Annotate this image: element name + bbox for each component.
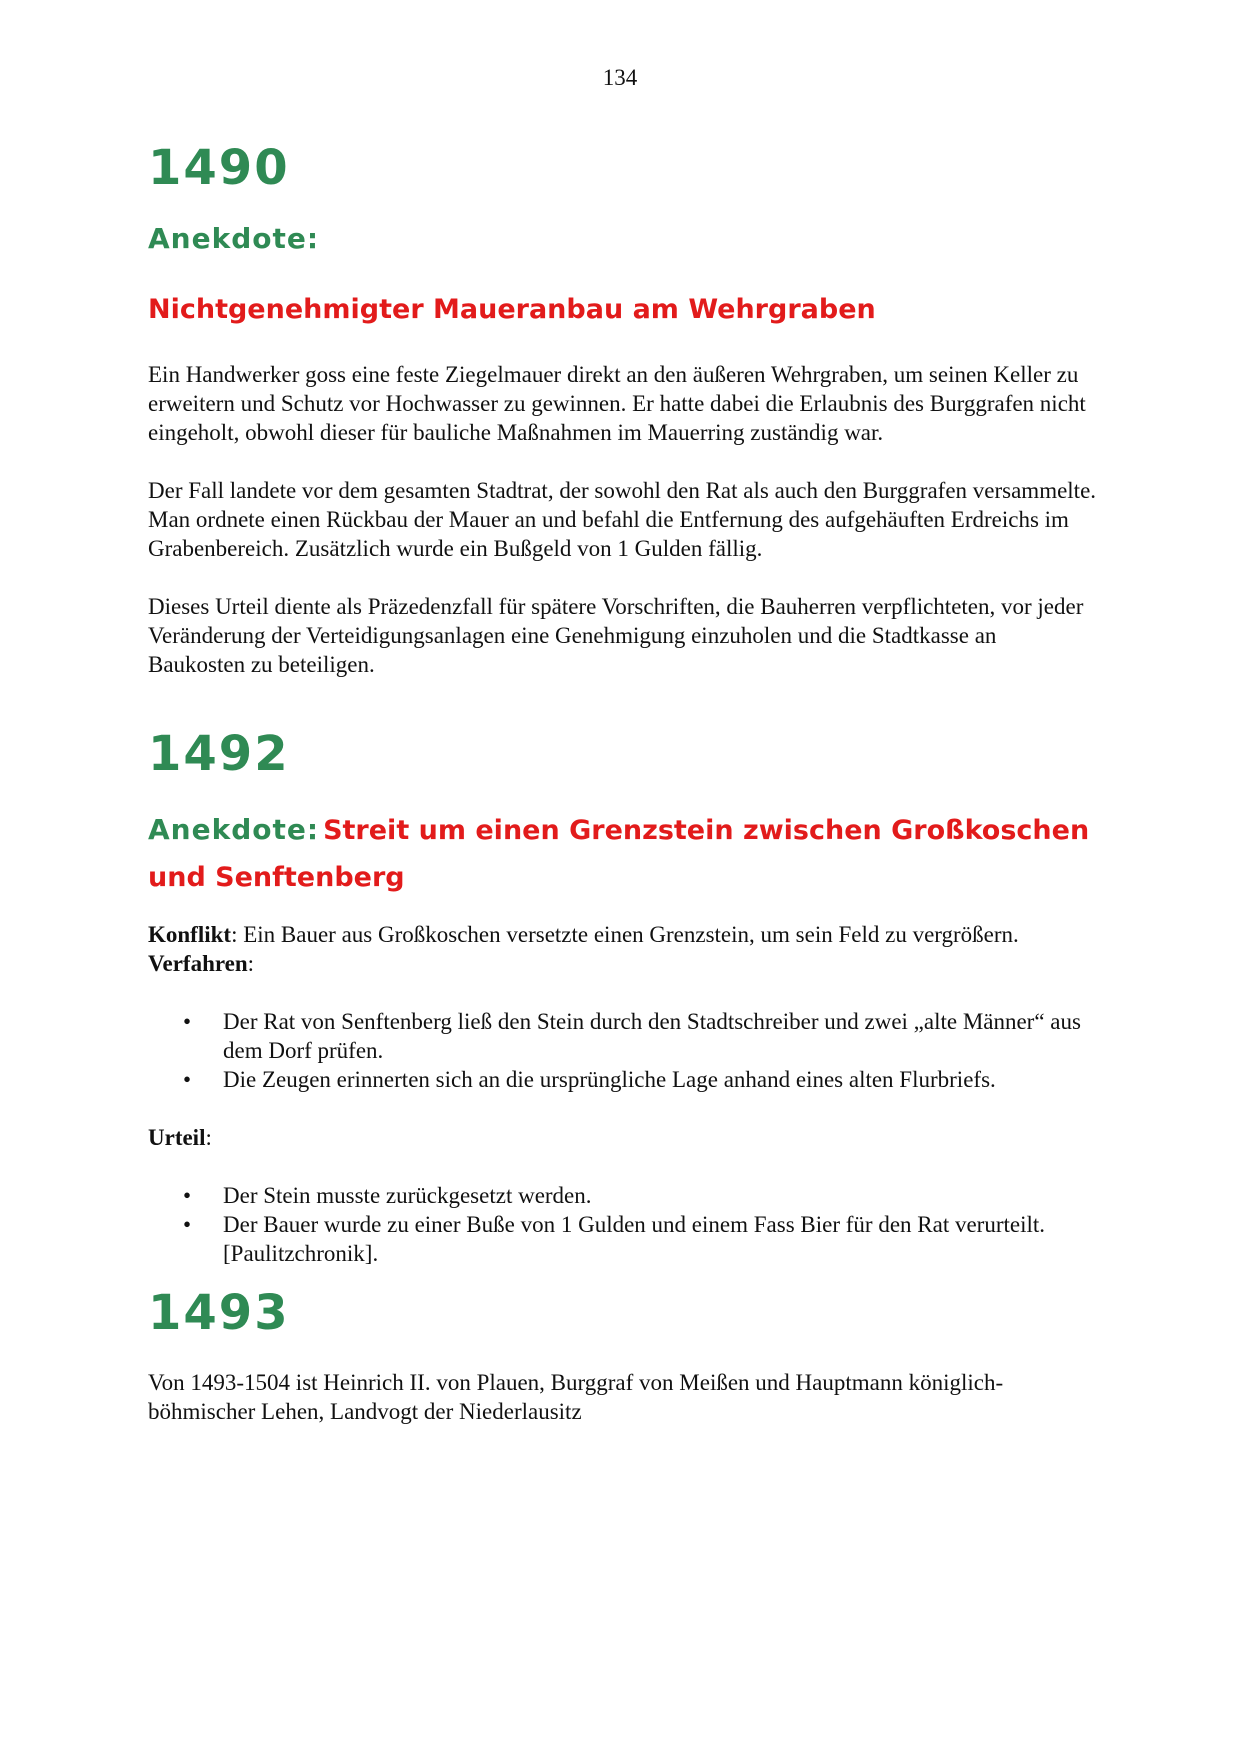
verfahren-label: Verfahren: [148, 951, 248, 976]
section-1493-body: [148, 1368, 1098, 1426]
list-item: [148, 1065, 1098, 1094]
verfahren-colon: :: [247, 951, 255, 976]
konflikt-paragraph: [148, 920, 1098, 978]
anekdote-heading-1490: [148, 222, 319, 255]
list-item-text: Der Stein musste zurückgesetzt werden.: [223, 1183, 592, 1208]
urteil-list: [148, 1181, 1098, 1268]
bullet: •: [183, 1183, 192, 1208]
anekdote-label: Anekdote:: [148, 222, 320, 255]
urteil-paragraph: [148, 1123, 1098, 1152]
urteil-label: Urteil: [148, 1125, 206, 1150]
anecdote-title: Streit um einen Grenzstein zwischen Großkoschen und Senftenberg: [148, 815, 1090, 893]
paragraph: Von 1493-1504 ist Heinrich II. von Plauen, Burggraf von Meißen und Hauptmann königlich-böhmischer Lehen, Landvogt der Niederlausitz: [148, 1370, 1004, 1424]
bullet: •: [183, 1067, 192, 1092]
list-item-text: Der Rat von Senftenberg ließ den Stein durch den Stadtschreiber und zwei „alte Männer“ aus dem Dorf prüfen.: [223, 1009, 1081, 1063]
year-heading-1493: 1493: [148, 1285, 290, 1341]
anecdote-title: Nichtgenehmigter Maueranbau am Wehrgraben: [148, 294, 876, 325]
list-item-text: Der Bauer wurde zu einer Buße von 1 Gulden und einem Fass Bier für den Rat verurteilt. [Paulitzchronik].: [223, 1212, 1046, 1266]
list-item-text: Die Zeugen erinnerten sich an die ursprüngliche Lage anhand eines alten Flurbriefs.: [223, 1067, 996, 1092]
section-1492-body: [148, 920, 1098, 1268]
urteil-colon: :: [205, 1125, 212, 1150]
year-heading-1490: 1490: [148, 140, 290, 196]
list-item: [148, 1181, 1098, 1210]
konflikt-text: : Ein Bauer aus Großkoschen versetzte einen Grenzstein, um sein Feld zu vergrößern.: [231, 922, 1019, 947]
list-item: [148, 1210, 1098, 1268]
year-heading-1492: 1492: [148, 726, 290, 782]
anecdote-title-1490: [148, 294, 876, 325]
paragraph: Ein Handwerker goss eine feste Ziegelmauer direkt an den äußeren Wehrgraben, um seinen Keller zu erweitern und Schutz vor Hochwasser zu gewinnen. Er hatte dabei die Erlaubnis des Burggrafen nicht eingeholt, obwohl dieser für bauliche Maßnahmen im Mauerring zuständig war.: [148, 362, 1086, 445]
list-item: [148, 1007, 1098, 1065]
anekdote-label: Anekdote:: [148, 813, 320, 846]
paragraph: Der Fall landete vor dem gesamten Stadtrat, der sowohl den Rat als auch den Burggrafen versammelte. Man ordnete einen Rückbau der Mauer an und befahl die Entfernung des aufgehäuften Erdreichs im Grabenbereich. Zusätzlich wurde ein Bußgeld von 1 Gulden fällig.: [148, 478, 1097, 561]
section-1490-body: [148, 360, 1098, 679]
bullet: •: [183, 1009, 192, 1034]
paragraph: Dieses Urteil diente als Präzedenzfall für spätere Vorschriften, die Bauherren verpflichteten, vor jeder Veränderung der Verteidigungsanlagen eine Genehmigung einzuholen und die Stadtkasse an Baukosten zu beteiligen.: [148, 594, 1084, 677]
konflikt-label: Konflikt: [148, 922, 232, 947]
bullet: •: [183, 1212, 192, 1237]
anekdote-heading-1492: [148, 808, 1098, 903]
page-number: 134: [602, 65, 638, 90]
verfahren-list: [148, 1007, 1098, 1094]
